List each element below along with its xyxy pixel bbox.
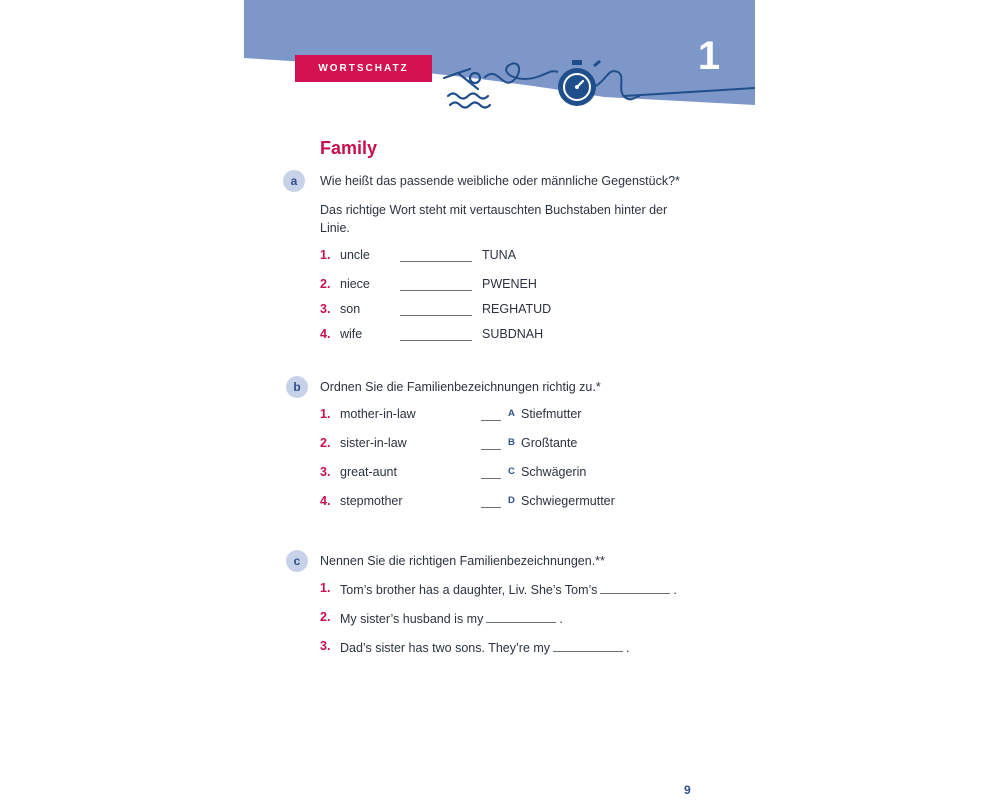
option-letter: A — [508, 408, 515, 419]
option-text: Schwägerin — [521, 465, 587, 479]
exercise-badge: c — [286, 550, 308, 572]
page-number: 9 — [684, 783, 691, 797]
answer-blank[interactable] — [481, 507, 501, 508]
item-word: uncle — [340, 248, 370, 262]
sentence-text: Tom’s brother has a daughter, Liv. She’s Tom’s — [340, 583, 598, 597]
list-item — [320, 639, 740, 657]
exercise-badge: a — [283, 170, 305, 192]
exercise-instruction: Nennen Sie die richtigen Familienbezeichnungen.** — [320, 554, 605, 568]
answer-blank[interactable] — [400, 315, 472, 316]
answer-blank[interactable] — [400, 290, 472, 291]
scrambled-hint: PWENEH — [482, 277, 537, 291]
answer-blank[interactable] — [486, 610, 556, 623]
sentence — [340, 639, 630, 655]
answer-blank[interactable] — [400, 261, 472, 262]
item-number: 4. — [320, 327, 331, 341]
chapter-number: 1 — [697, 34, 721, 78]
item-word: great-aunt — [340, 465, 397, 479]
item-number: 1. — [320, 407, 331, 421]
list-item — [320, 610, 740, 628]
scrambled-hint: SUBDNAH — [482, 327, 544, 341]
option-text: Schwiegermutter — [521, 494, 615, 508]
page-title: Family — [320, 138, 378, 158]
option-text: Stiefmutter — [521, 407, 582, 421]
header-illustration — [440, 56, 640, 116]
item-number: 2. — [320, 277, 331, 291]
item-number: 2. — [320, 610, 331, 624]
item-word: mother-in-law — [340, 407, 416, 421]
scrambled-hint: TUNA — [482, 248, 517, 262]
wave-line — [596, 71, 640, 99]
exercise-instruction: Ordnen Sie die Familienbezeichnungen richtig zu.* — [320, 380, 601, 394]
item-number: 1. — [320, 248, 331, 262]
answer-blank[interactable] — [481, 449, 501, 450]
exercise-instruction: Wie heißt das passende weibliche oder männliche Gegenstück?* — [320, 174, 680, 188]
sentence — [340, 610, 563, 626]
wave-line — [484, 63, 558, 82]
item-word: stepmother — [340, 494, 403, 508]
sentence-text: My sister’s husband is my — [340, 612, 484, 626]
option-letter: C — [508, 466, 515, 477]
option-letter: D — [508, 495, 515, 506]
list-item — [320, 581, 740, 599]
sentence-text: Dad’s sister has two sons. They’re my — [340, 641, 551, 655]
answer-blank[interactable] — [481, 420, 501, 421]
option-text: Großtante — [521, 436, 578, 450]
item-word: niece — [340, 277, 370, 291]
answer-blank[interactable] — [553, 639, 623, 652]
item-number: 3. — [320, 639, 331, 653]
exercise-note: Linie. — [320, 221, 350, 235]
item-word: wife — [340, 327, 363, 341]
exercise-note: Das richtige Wort steht mit vertauschten Buchstaben hinter der — [320, 203, 668, 217]
item-word: sister-in-law — [340, 436, 407, 450]
item-number: 3. — [320, 465, 331, 479]
exercise-badge: b — [286, 376, 308, 398]
scrambled-hint: REGHATUD — [482, 302, 552, 316]
workbook-page — [244, 0, 755, 800]
sentence-end: . — [626, 641, 630, 655]
item-number: 1. — [320, 581, 331, 595]
answer-blank[interactable] — [400, 340, 472, 341]
item-number: 3. — [320, 302, 331, 316]
option-letter: B — [508, 437, 515, 448]
section-label: WORTSCHATZ — [295, 55, 432, 82]
answer-blank[interactable] — [481, 478, 501, 479]
item-number: 4. — [320, 494, 331, 508]
sentence-end: . — [559, 612, 563, 626]
item-number: 2. — [320, 436, 331, 450]
sentence — [340, 581, 677, 597]
item-word: son — [340, 302, 361, 316]
answer-blank[interactable] — [600, 581, 670, 594]
sentence-end: . — [673, 583, 677, 597]
swimmer-icon — [444, 69, 490, 108]
stopwatch-icon — [558, 60, 600, 106]
